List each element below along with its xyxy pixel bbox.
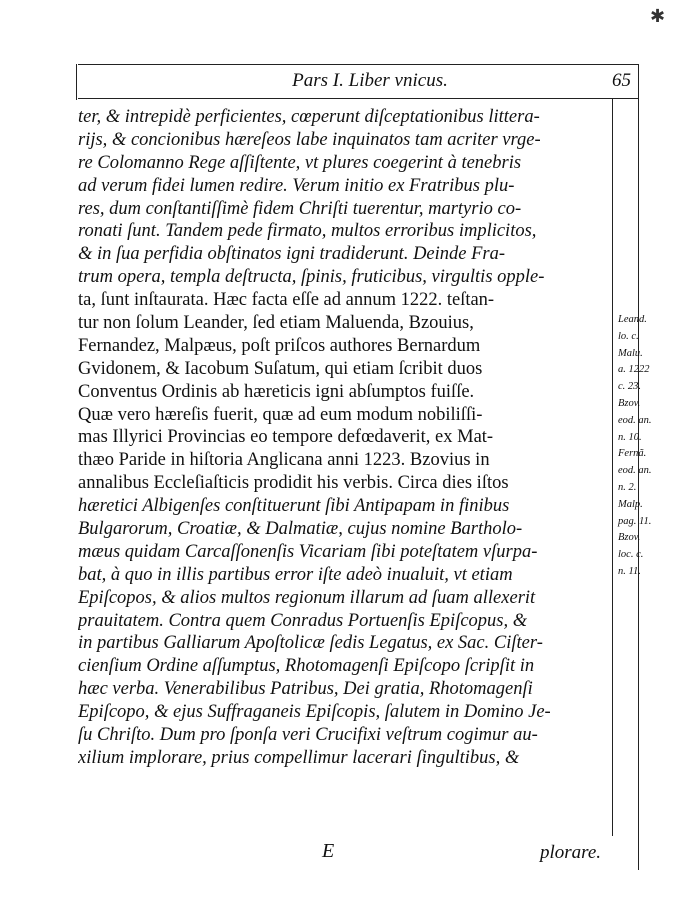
marginal-note-line: a. 1222 [618,364,650,376]
text-line: Gvidonem, & Iacobum Suſatum, qui etiam ſcribit duos [78,358,483,379]
header-top-rule [78,64,638,65]
text-line: Quæ vero hæreſis fuerit, quæ ad eum modum nobiliſſi- [78,404,483,425]
marginal-note-line: c. 23. [618,381,642,393]
text-line: bat, à quo in illis partibus error iſte adeò inualuit, vt etiam [78,564,513,585]
text-line: res, dum conſtantiſſimè fidem Chriſti tuerentur, martyrio co- [78,198,522,219]
marginal-note-line: Leand. [618,314,647,325]
marginal-note-line: pag. 11. [618,515,652,527]
marginal-notes [618,312,666,581]
header-left-rule [76,64,77,100]
marginal-note-line: Bzov. [618,532,641,544]
marginal-note-line: Fernã. [618,448,647,460]
text-line: in partibus Galliarum Apoſtolicæ ſedis Legatus, ex Sac. Ciſter- [78,633,543,654]
column-divider-rule [612,98,613,836]
marginal-note-line: n. 2. [618,481,637,493]
marginal-note-line: lo. c. [618,330,639,342]
text-line: mæus quidam Carcaſſonenſis Vicariam ſibi poteſtatem vſurpa- [78,541,538,562]
text-line: thæo Paride in hiſtoria Anglicana anni 1223. Bzovius in [78,450,490,471]
text-line: tur non ſolum Leander, ſed etiam Maluenda, Bzouius, [78,313,474,334]
text-line: re Colomanno Rege aſſiſtente, vt plures coegerint à tenebris [78,152,522,173]
text-line: rijs, & concionibus hæreſeos labe inquinatos tam acriter vrge- [78,129,541,150]
catchword: plorare. [540,842,602,863]
text-line: Fernandez, Malpæus, poſt priſcos authores Bernardum [78,335,481,356]
text-line: mas Illyrici Provincias eo tempore defœdaverit, ex Mat- [78,427,494,448]
text-line: & in ſua perfidia obſtinatos igni tradiderunt. Deinde Fra- [78,244,506,265]
text-line: Epiſcopo, & ejus Suffraganeis Epiſcopis, ſalutem in Domino Je- [78,702,551,723]
marginal-note-line: Malp. [618,498,643,510]
text-line: xilium implorare, prius compellimur lacerari ſingultibus, & [78,747,520,768]
marginal-note-line: loc. c. [618,549,644,561]
text-line: Epiſcopos, & alios multos regionum illarum ad ſuam allexerit [78,587,536,608]
text-line: trum opera, templa deſtructa, ſpinis, fruticibus, virgultis opple- [78,267,545,288]
text-line: annalibus Eccleſiaſticis prodidit his verbis. Circa dies iſtos [78,473,509,494]
page-number: 65 [612,70,631,91]
marginal-note-line: n. 10. [618,431,642,443]
running-head: Pars I. Liber vnicus. [292,70,448,91]
text-line: prauitatem. Contra quem Conradus Portuenſis Epiſcopus, & [78,610,528,631]
marginal-note-line: Bzov. [618,397,641,409]
signature-mark: E [322,840,335,862]
text-line: Conventus Ordinis ab hæreticis igni abſumptos fuiſſe. [78,381,475,402]
text-line: ter, & intrepidè perficientes, cœperunt diſceptationibus littera- [78,107,540,127]
marginal-note-line: eod. an. [618,465,652,477]
text-line: hæc verba. Venerabilibus Patribus, Dei gratia, Rhotomagenſi [78,679,533,700]
text-line: ad verum fidei lumen redire. Verum initio ex Fratribus plu- [78,175,515,196]
marginal-note-line: eod. an. [618,414,652,426]
text-line: cienſium Ordine aſſumptus, Rhotomagenſi Epiſcopo ſcripſit in [78,656,535,677]
marginal-note-line: n. 11. [618,565,641,577]
text-line: hæretici Albigenſes conſtituerunt ſibi Antipapam in finibus [78,496,510,517]
text-line: ta, ſunt inſtaurata. Hæc facta eſſe ad annum 1222. teſtan- [78,290,495,311]
text-line: Bulgarorum, Croatiæ, & Dalmatiæ, cujus nomine Bartholo- [78,519,523,540]
header-bottom-rule [78,98,638,99]
text-line: ronati ſunt. Tandem pede firmato, multos erroribus implicitos, [78,221,537,242]
text-line: ſu Chriſto. Dum pro ſponſa veri Crucifixi veſtrum cogimur au- [78,725,538,746]
main-text-block [78,106,606,770]
marginal-note-line: Malu. [618,347,643,359]
corner-ink-mark: ✱ [650,6,666,26]
